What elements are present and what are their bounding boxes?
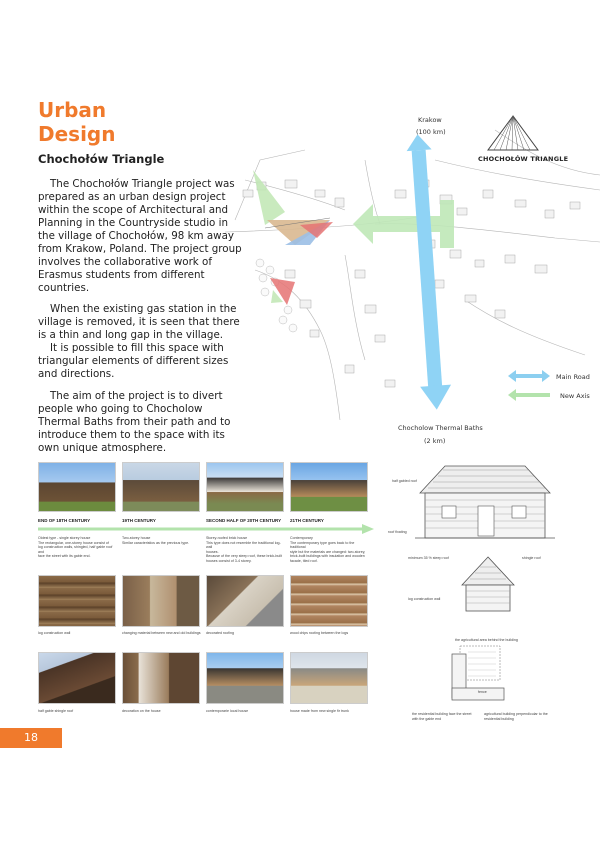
photo-contemporary-house [206, 652, 284, 704]
era-note-1-line: face the street with its gable end. [38, 554, 91, 559]
sketch-label-fence: fence [478, 690, 487, 694]
title-line-1: Urban [38, 98, 107, 122]
sketch-label-log-wall: log construction wall [408, 597, 441, 601]
baths-distance: (2 km) [424, 437, 446, 445]
gap-text-a: When the existing gas station in the village is removed, it is seen that there is a thin and long gap in the village. [38, 303, 240, 341]
photo-18th-century-house [38, 462, 116, 512]
era-note-3-line: This type does not resemble the traditional log-wall [206, 540, 281, 550]
caption-wood-chips: wood chips rooting between the logs [290, 631, 349, 635]
page-title [38, 98, 115, 146]
aim-paragraph [38, 390, 243, 455]
intro-paragraph [38, 178, 243, 295]
era-note-1-line: Oldest type - single storey house [38, 536, 91, 540]
sketch-label-steep-roof: minimum 35 % steep roof [408, 556, 449, 560]
era-note-3 [206, 536, 286, 564]
project-subtitle: Chochołów Triangle [38, 152, 165, 166]
era-note-1-line: log construction walls, shingled, half gable roof and [38, 545, 113, 554]
photo-20th-century-house [206, 462, 284, 512]
photo-log-wall [38, 575, 116, 627]
caption-house-decoration: decoration on the house [122, 709, 161, 713]
legend-new-axis-label: New Axis [560, 392, 590, 400]
era-note-3-line: Storey-roofed brick house [206, 536, 248, 540]
caption-log-wall: log construction wall [38, 631, 71, 635]
era-note-1 [38, 536, 118, 559]
photo-19th-century-house [122, 462, 200, 512]
house-section-sketch [458, 555, 518, 615]
legend-main-road [508, 369, 550, 388]
era-label-3: SECOND HALF OF 20TH CENTURY [206, 518, 282, 523]
era-note-4-line: brick-built buildings with insulation and wooden [290, 554, 365, 559]
aim-text: The aim of the project is to divert people who going to Chocholow Thermal Baths from their path and to introduce them to the space with its own unique atmosphere. [38, 390, 231, 454]
era-note-3-line: Because of the very steep roof, these brick-built [206, 554, 282, 559]
sketch-label-shingle-roof: shingle roof [522, 556, 541, 560]
era-note-2-line: Two-storey house [122, 536, 151, 540]
sketch-label-roof-fixating: roof fixating [388, 530, 407, 534]
era-note-4-line: The contemporary type goes back to the traditional [290, 540, 355, 550]
caption-contemporary-house: contemporarie local house [206, 709, 249, 713]
era-note-4-line: facade, tiled roof. [290, 558, 318, 563]
era-note-1-line: The rectangular, one-storey house consist of [38, 540, 109, 545]
krakow-distance: (100 km) [416, 128, 446, 136]
era-note-2 [122, 536, 202, 545]
legend-main-road-label: Main Road [556, 373, 590, 381]
caption-single-trunk-house: house made from new single fir trunk [290, 709, 349, 713]
caption-decorated-roofing: decorated roofing [206, 631, 234, 635]
photo-house-decoration [122, 652, 200, 704]
title-line-2: Design [38, 122, 116, 146]
gap-text-b: It is possible to fill this space with triangular elements of different sizes and directions. [38, 342, 229, 380]
photo-decorated-roofing [206, 575, 284, 627]
legend-new-axis [508, 388, 550, 407]
sketch-label-half-gabled-roof: half gabled roof [392, 479, 417, 483]
photo-material-change [122, 575, 200, 627]
sketch-label-agricultural-building: agricultural building perpendicular to the residential building [484, 712, 548, 721]
photo-21st-century-house [290, 462, 368, 512]
sketch-label-agricultural-area: the agricultural area behind the building [455, 638, 518, 642]
era-label-2: 19TH CENTURY [122, 518, 156, 523]
sketch-label-residential: the residential building face the street with the gable end [412, 712, 472, 721]
caption-half-gable-roof: half gable shingle roof [38, 709, 74, 713]
era-label-4: 21TH CENTURY [290, 518, 324, 523]
era-note-4-line: style but the materials are changed: two-storey, [290, 549, 366, 554]
site-plan-sketch [440, 644, 520, 706]
caption-material-change: changing material between new and old buildings [122, 631, 201, 635]
new-axis-arrow-icon [508, 388, 550, 402]
logo-text: CHOCHOŁÓW TRIANGLE [478, 155, 569, 163]
baths-label: Chocholow Thermal Baths [398, 424, 483, 432]
triangle-logo [484, 114, 542, 159]
krakow-label: Krakow [418, 116, 442, 124]
era-note-3-line: houses. [206, 549, 219, 554]
page-number: 18 [0, 728, 62, 748]
era-note-2-line: Similar caracteristics as the previous type. [122, 540, 190, 545]
photo-half-gable-roof [38, 652, 116, 704]
house-elevation-sketch [400, 458, 560, 548]
era-note-4 [290, 536, 370, 564]
photo-single-trunk-house [290, 652, 368, 704]
era-note-3-line: houses consist of 3-4 storey. [206, 558, 252, 563]
intro-text: The Chochołów Triangle project was prepared as an urban design project within the scope of Architectural and Planning in the Countryside studio in the village of Chochołów, 98 km away from Krakow, Poland. The project group involves the collaborative work of Erasmus students from different countries. [38, 178, 242, 294]
photo-wood-chips [290, 575, 368, 627]
main-road-arrow-icon [508, 369, 550, 383]
era-label-1: END OF 18TH CENTURY [38, 518, 91, 523]
gap-paragraph [38, 303, 243, 381]
era-note-4-line: Contemporary [290, 536, 313, 540]
timeline-arrow [38, 524, 374, 534]
